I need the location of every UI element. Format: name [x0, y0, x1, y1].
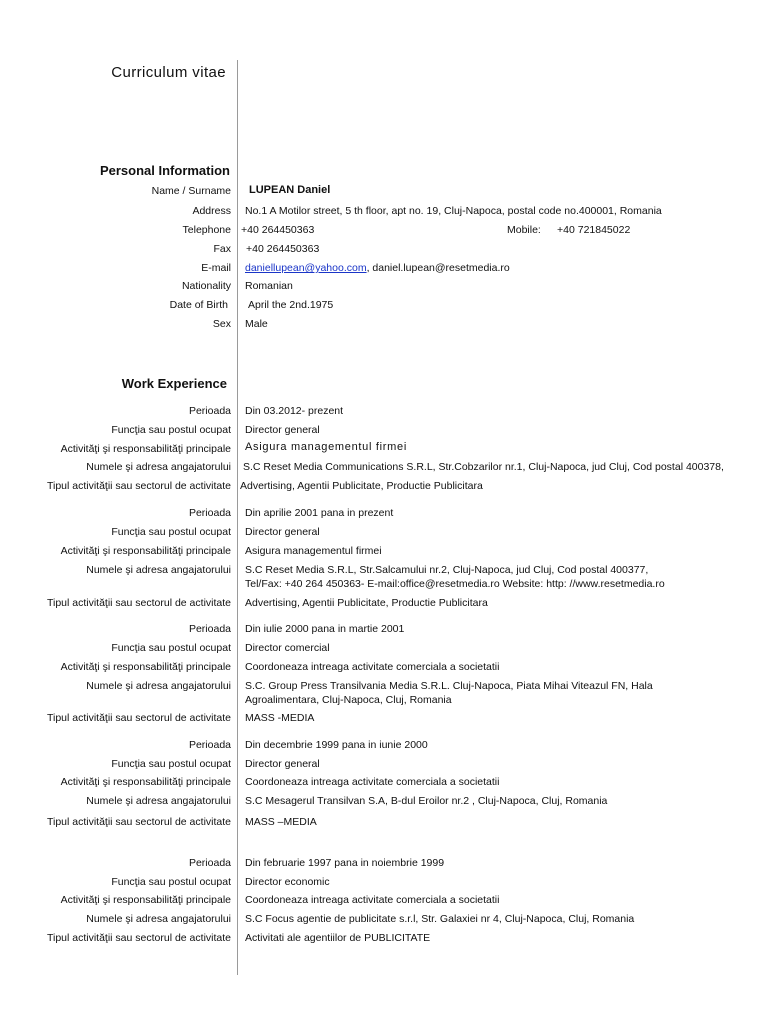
job-sector: MASS -MEDIA: [245, 712, 315, 724]
nationality-label: Nationality: [181, 280, 231, 292]
job-function-label: Funcţia sau postul ocupat: [111, 642, 231, 654]
column-divider: [237, 60, 238, 975]
job-sector-label: Tipul activităţii sau sectorul de activitate: [46, 712, 231, 724]
job-function-label: Funcţia sau postul ocupat: [111, 526, 231, 538]
job-sector: Activitati ale agentiilor de PUBLICITATE: [245, 932, 431, 944]
job-sector-label: Tipul activităţii sau sectorul de activitate: [46, 932, 231, 944]
job-function: Director general: [245, 526, 320, 538]
personal-information-heading: Personal Information: [99, 163, 230, 178]
email-value: [245, 262, 510, 275]
job-employer-label: Numele şi adresa angajatorului: [86, 461, 231, 473]
job-period-label: Perioada: [188, 405, 231, 417]
address-value: No.1 A Motilor street, 5 th floor, apt no. 19, Cluj-Napoca, postal code no.400001, Romania: [245, 205, 662, 217]
work-experience-heading: Work Experience: [121, 376, 227, 391]
job-employer-line2: Tel/Fax: +40 264 450363- E-mail:office@resetmedia.ro Website: http: //www.resetmedia.ro: [245, 578, 665, 590]
job-period-label: Perioada: [188, 623, 231, 635]
job-employer-label: Numele şi adresa angajatorului: [86, 564, 231, 576]
job-period-label: Perioada: [188, 507, 231, 519]
job-period-label: Perioada: [188, 739, 231, 751]
mobile-value: +40 721845022: [557, 224, 631, 236]
job-function-label: Funcţia sau postul ocupat: [111, 758, 231, 770]
job-activities: Asigura managementul firmei: [245, 545, 382, 557]
name-label: Name / Surname: [151, 185, 231, 197]
job-employer-line2: Agroalimentara, Cluj-Napoca, Cluj, Romania: [245, 694, 452, 706]
sex-value: Male: [245, 318, 268, 330]
job-activities-label: Activităţi şi responsabilităţi principale: [60, 894, 231, 906]
mobile-label: Mobile:: [507, 224, 541, 236]
email-link[interactable]: daniellupean@yahoo.com: [245, 262, 367, 274]
job-function: Director general: [245, 758, 320, 770]
job-function-label: Funcţia sau postul ocupat: [111, 876, 231, 888]
job-employer-label: Numele şi adresa angajatorului: [86, 913, 231, 925]
job-activities: Coordoneaza intreaga activitate comerciala a societatii: [245, 776, 500, 788]
job-sector: MASS –MEDIA: [245, 816, 317, 828]
job-function: Director economic: [245, 876, 330, 888]
job-activities: Coordoneaza intreaga activitate comerciala a societatii: [245, 661, 500, 673]
job-sector: Advertising, Agentii Publicitate, Productie Publicitara: [245, 597, 488, 609]
job-activities: Asigura managementul firmei: [245, 441, 407, 453]
job-activities-label: Activităţi şi responsabilităţi principale: [60, 443, 231, 455]
dob-label: Date of Birth: [169, 299, 228, 311]
address-label: Address: [192, 205, 231, 217]
job-period: Din decembrie 1999 pana in iunie 2000: [245, 739, 428, 751]
telephone-label: Telephone: [182, 224, 231, 236]
job-employer-label: Numele şi adresa angajatorului: [86, 680, 231, 692]
job-period-label: Perioada: [188, 857, 231, 869]
job-activities-label: Activităţi şi responsabilităţi principale: [60, 776, 231, 788]
fax-value: +40 264450363: [246, 243, 320, 255]
job-employer: S.C Reset Media S.R.L, Str.Salcamului nr.2, Cluj-Napoca, jud Cluj, Cod postal 400377,: [245, 564, 649, 576]
name-value: LUPEAN Daniel: [249, 184, 331, 196]
job-function: Director comercial: [245, 642, 330, 654]
job-activities-label: Activităţi şi responsabilităţi principale: [60, 545, 231, 557]
job-sector-label: Tipul activităţii sau sectorul de activitate: [46, 816, 231, 828]
job-function: Director general: [245, 424, 320, 436]
job-sector: Advertising, Agentii Publicitate, Productie Publicitara: [240, 480, 483, 492]
job-period: Din februarie 1997 pana in noiembrie 1999: [245, 857, 445, 869]
job-activities-label: Activităţi şi responsabilităţi principale: [60, 661, 231, 673]
email-secondary: , daniel.lupean@resetmedia.ro: [366, 262, 510, 274]
job-function-label: Funcţia sau postul ocupat: [111, 424, 231, 436]
job-period: Din 03.2012- prezent: [245, 405, 344, 417]
job-employer: S.C. Group Press Transilvania Media S.R.L. Cluj-Napoca, Piata Mihai Viteazul FN, Hala: [245, 680, 653, 692]
job-period: Din aprilie 2001 pana in prezent: [245, 507, 394, 519]
job-sector-label: Tipul activităţii sau sectorul de activitate: [46, 480, 231, 492]
job-employer: S.C Mesagerul Transilvan S.A, B-dul Eroilor nr.2 , Cluj-Napoca, Cluj, Romania: [245, 795, 608, 807]
document-title: Curriculum vitae: [111, 64, 226, 81]
nationality-value: Romanian: [245, 280, 293, 292]
job-employer: S.C Reset Media Communications S.R.L, Str.Cobzarilor nr.1, Cluj-Napoca, jud Cluj, Cod postal 400378,: [243, 461, 724, 473]
job-employer-label: Numele şi adresa angajatorului: [86, 795, 231, 807]
job-employer: S.C Focus agentie de publicitate s.r.l, Str. Galaxiei nr 4, Cluj-Napoca, Cluj, Romania: [245, 913, 635, 925]
job-sector-label: Tipul activităţii sau sectorul de activitate: [46, 597, 231, 609]
fax-label: Fax: [213, 243, 231, 255]
job-period: Din iulie 2000 pana in martie 2001: [245, 623, 405, 635]
telephone-value: +40 264450363: [241, 224, 315, 236]
sex-label: Sex: [212, 318, 231, 330]
email-label: E-mail: [201, 262, 231, 274]
dob-value: April the 2nd.1975: [248, 299, 334, 311]
job-activities: Coordoneaza intreaga activitate comerciala a societatii: [245, 894, 500, 906]
